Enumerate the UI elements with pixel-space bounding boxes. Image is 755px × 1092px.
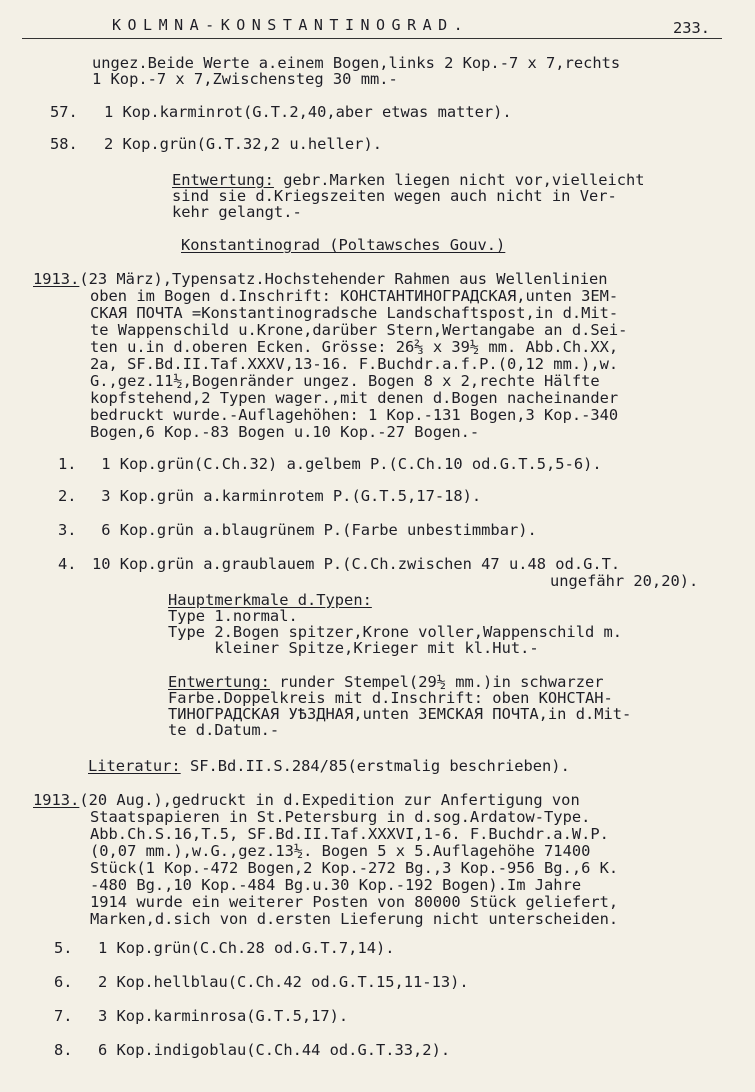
entwertung-line: sind sie d.Kriegszeiten wegen auch nicht in Ver-	[172, 187, 617, 205]
issue-line: Marken,d.sich von d.ersten Lieferung nicht unterscheiden.	[90, 910, 619, 928]
issue-line: te Wappenschild u.Krone,darüber Stern,Wertangabe an d.Sei-	[90, 321, 628, 339]
issue-line: -480 Bg.,10 Kop.-484 Bg.u.30 Kop.-192 Bogen).Im Jahre	[90, 876, 582, 894]
item-text: 6 Kop.indigoblau(C.Ch.44 od.G.T.33,2).	[98, 1041, 451, 1059]
issue-line: G.,gez.11½,Bogenränder ungez. Bogen 8 x 2,rechte Hälfte	[90, 372, 600, 390]
item-number: 3.	[58, 521, 77, 539]
header-rule	[22, 38, 722, 39]
issue-line: ten u.in d.oberen Ecken. Grösse: 26⅔ x 39½ mm. Abb.Ch.XX,	[90, 338, 619, 356]
issue-year: 1913.	[33, 791, 80, 809]
issue-line: СКАЯ ПОЧТА =Konstantinogradsche Landschaftspost,in d.Mit-	[90, 304, 619, 322]
hauptmerkmale-line: kleiner Spitze,Krieger mit kl.Hut.-	[168, 639, 539, 657]
cont-line: ungez.Beide Werte a.einem Bogen,links 2 Kop.-7 x 7,rechts	[92, 54, 621, 72]
item-text: 1 Kop.grün(C.Ch.32) a.gelbem P.(C.Ch.10 od.G.T.5,5-6).	[92, 455, 602, 473]
item-number: 5.	[54, 939, 73, 957]
issue-text: (20 Aug.),gedruckt in d.Expedition zur Anfertigung von	[79, 791, 580, 809]
issue-text: (23 März),Typensatz.Hochstehender Rahmen aus Wellenlinien	[79, 270, 608, 288]
entwertung-line: Farbe.Doppelkreis mit d.Inschrift: oben КОНСТАН-	[168, 689, 613, 707]
item-text: 2 Kop.hellblau(C.Ch.42 od.G.T.15,11-13).	[98, 973, 469, 991]
issue-first-line	[33, 792, 580, 809]
issue-line: kopfstehend,2 Typen wager.,mit denen d.Bogen nacheinander	[90, 389, 619, 407]
cont-line: 1 Kop.-7 x 7,Zwischensteg 30 mm.-	[92, 70, 398, 88]
item-number: 2.	[58, 487, 77, 505]
item-number: 7.	[54, 1007, 73, 1025]
hauptmerkmale-label: Hauptmerkmale d.Typen:	[168, 591, 372, 609]
issue-year: 1913.	[33, 270, 80, 288]
item-number: 6.	[54, 973, 73, 991]
issue-line: 1914 wurde ein weiterer Posten von 80000 Stück geliefert,	[90, 893, 619, 911]
item-number: 1.	[58, 455, 77, 473]
hauptmerkmale-line: Type 2.Bogen spitzer,Krone voller,Wappenschild m.	[168, 623, 623, 641]
running-title: KOLMNA-KONSTANTINOGRAD.	[112, 16, 470, 34]
issue-line: 2a, SF.Bd.II.Taf.XXXV,13-16. F.Buchdr.a.f.P.(0,12 mm.),w.	[90, 355, 619, 373]
item-number: 4.	[58, 555, 77, 573]
section-title: Konstantinograd (Poltawsches Gouv.)	[181, 236, 506, 254]
item-text: 1 Kop.grün(C.Ch.28 od.G.T.7,14).	[98, 939, 395, 957]
item-text: 6 Kop.grün a.blaugrünem P.(Farbe unbestimmbar).	[92, 521, 537, 539]
issue-line: Stück(1 Kop.-472 Bogen,2 Kop.-272 Bg.,3 Kop.-956 Bg.,6 K.	[90, 859, 619, 877]
entwertung-label: Entwertung:	[172, 171, 274, 189]
issue-line: (0,07 mm.),w.G.,gez.13½. Bogen 5 x 5.Auflagehöhe 71400	[90, 842, 591, 860]
item-text: 3 Kop.grün a.karminrotem P.(G.T.5,17-18).	[92, 487, 482, 505]
issue-first-line	[33, 271, 608, 288]
literatur-text: SF.Bd.II.S.284/85(erstmalig beschrieben).	[180, 757, 570, 775]
entwertung-text: gebr.Marken liegen nicht vor,vielleicht	[273, 171, 645, 189]
hauptmerkmale-line: Type 1.normal.	[168, 607, 298, 625]
entwertung-text: runder Stempel(29½ mm.)in schwarzer	[269, 673, 604, 691]
literatur-label: Literatur:	[88, 757, 181, 775]
item-number: 57.	[50, 103, 78, 121]
issue-line: oben im Bogen d.Inschrift: КОНСТАНТИНОГРАДСКАЯ,unten ЗЕМ-	[90, 287, 619, 305]
issue-line: Staatspapieren in St.Petersburg in d.sog.Ardatow-Type.	[90, 808, 591, 826]
entwertung-line: ТИНОГРАДСКАЯ УѢЗДНАЯ,unten ЗЕМСКАЯ ПОЧТА,in d.Mit-	[168, 705, 632, 723]
issue-line: Bogen,6 Kop.-83 Bogen u.10 Kop.-27 Bogen.-	[90, 423, 480, 441]
item-continuation: ungefähr 20,20).	[550, 572, 699, 590]
page-number: 233.	[673, 19, 711, 37]
item-text: 10 Kop.grün a.graublauem P.(C.Ch.zwischen 47 u.48 od.G.T.	[92, 555, 621, 573]
literatur-line	[88, 758, 570, 775]
entwertung-line: kehr gelangt.-	[172, 203, 302, 221]
item-number: 8.	[54, 1041, 73, 1059]
issue-line: bedruckt wurde.-Auflagehöhen: 1 Kop.-131 Bogen,3 Kop.-340	[90, 406, 619, 424]
entwertung-line: te d.Datum.-	[168, 721, 280, 739]
issue-line: Abb.Ch.S.16,T.5, SF.Bd.II.Taf.XXXVI,1-6. F.Buchdr.a.W.P.	[90, 825, 609, 843]
entwertung-label: Entwertung:	[168, 673, 270, 691]
item-text: 2 Kop.grün(G.T.32,2 u.heller).	[104, 135, 382, 153]
item-text: 1 Kop.karminrot(G.T.2,40,aber etwas matter).	[104, 103, 512, 121]
item-text: 3 Kop.karminrosa(G.T.5,17).	[98, 1007, 349, 1025]
item-number: 58.	[50, 135, 78, 153]
